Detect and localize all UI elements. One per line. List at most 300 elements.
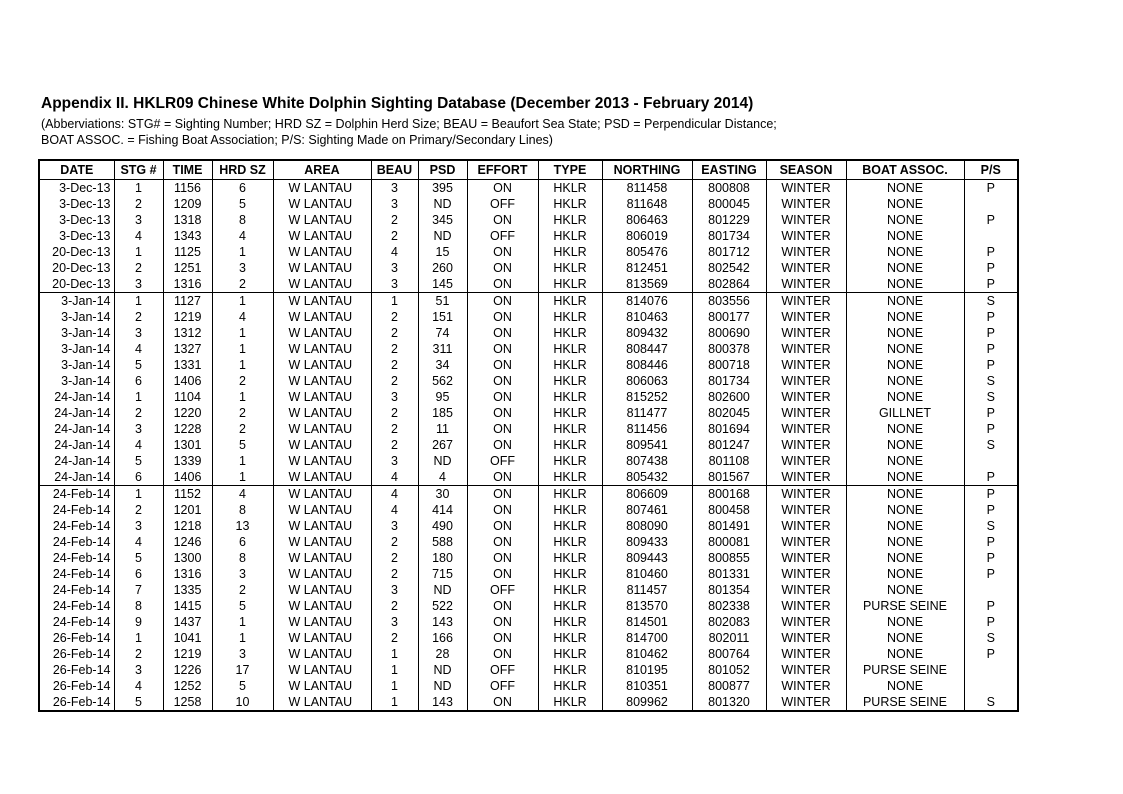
header-easting: EASTING: [692, 160, 766, 180]
cell-hrd-sz: 1: [212, 389, 273, 405]
cell-time: 1156: [163, 180, 212, 197]
cell-northing: 811457: [602, 582, 692, 598]
cell-ps: P: [964, 276, 1018, 293]
cell-ps: P: [964, 357, 1018, 373]
cell-beau: 3: [371, 614, 418, 630]
cell-type: HKLR: [538, 389, 602, 405]
cell-time: 1415: [163, 598, 212, 614]
cell-effort: ON: [467, 534, 538, 550]
cell-area: W LANTAU: [273, 421, 371, 437]
cell-time: 1318: [163, 212, 212, 228]
cell-season: WINTER: [766, 373, 846, 389]
cell-easting: 802542: [692, 260, 766, 276]
cell-type: HKLR: [538, 357, 602, 373]
cell-beau: 2: [371, 534, 418, 550]
cell-beau: 2: [371, 550, 418, 566]
cell-beau: 4: [371, 502, 418, 518]
cell-effort: ON: [467, 180, 538, 197]
cell-psd: 28: [418, 646, 467, 662]
cell-northing: 809541: [602, 437, 692, 453]
cell-ps: S: [964, 518, 1018, 534]
table-row: [39, 357, 1018, 373]
cell-date: 24-Feb-14: [39, 518, 114, 534]
cell-boat-assoc: NONE: [846, 469, 964, 486]
cell-type: HKLR: [538, 405, 602, 421]
cell-ps: P: [964, 180, 1018, 197]
cell-boat-assoc: NONE: [846, 646, 964, 662]
cell-northing: 814501: [602, 614, 692, 630]
cell-effort: ON: [467, 598, 538, 614]
table-row: [39, 534, 1018, 550]
cell-date: 26-Feb-14: [39, 694, 114, 711]
cell-northing: 806463: [602, 212, 692, 228]
cell-easting: 801354: [692, 582, 766, 598]
cell-effort: ON: [467, 405, 538, 421]
cell-type: HKLR: [538, 196, 602, 212]
cell-northing: 813570: [602, 598, 692, 614]
cell-area: W LANTAU: [273, 469, 371, 486]
cell-time: 1125: [163, 244, 212, 260]
cell-psd: 345: [418, 212, 467, 228]
cell-date: 26-Feb-14: [39, 662, 114, 678]
cell-stg: 2: [114, 405, 163, 421]
cell-ps: P: [964, 646, 1018, 662]
cell-date: 26-Feb-14: [39, 646, 114, 662]
cell-easting: 802083: [692, 614, 766, 630]
cell-type: HKLR: [538, 437, 602, 453]
cell-beau: 3: [371, 276, 418, 293]
cell-stg: 9: [114, 614, 163, 630]
cell-area: W LANTAU: [273, 228, 371, 244]
cell-northing: 806609: [602, 486, 692, 503]
cell-season: WINTER: [766, 518, 846, 534]
cell-stg: 4: [114, 534, 163, 550]
cell-stg: 6: [114, 566, 163, 582]
cell-season: WINTER: [766, 678, 846, 694]
cell-effort: ON: [467, 646, 538, 662]
cell-beau: 2: [371, 421, 418, 437]
cell-season: WINTER: [766, 453, 846, 469]
cell-beau: 2: [371, 325, 418, 341]
cell-stg: 1: [114, 244, 163, 260]
table-row: [39, 244, 1018, 260]
cell-type: HKLR: [538, 614, 602, 630]
cell-northing: 807438: [602, 453, 692, 469]
cell-psd: 311: [418, 341, 467, 357]
cell-season: WINTER: [766, 212, 846, 228]
cell-psd: ND: [418, 196, 467, 212]
cell-season: WINTER: [766, 694, 846, 711]
cell-season: WINTER: [766, 614, 846, 630]
cell-boat-assoc: NONE: [846, 421, 964, 437]
cell-effort: ON: [467, 357, 538, 373]
cell-stg: 3: [114, 518, 163, 534]
cell-season: WINTER: [766, 437, 846, 453]
cell-beau: 3: [371, 196, 418, 212]
cell-area: W LANTAU: [273, 373, 371, 389]
cell-ps: S: [964, 389, 1018, 405]
cell-hrd-sz: 8: [212, 502, 273, 518]
cell-easting: 800764: [692, 646, 766, 662]
cell-season: WINTER: [766, 389, 846, 405]
cell-area: W LANTAU: [273, 437, 371, 453]
cell-season: WINTER: [766, 630, 846, 646]
cell-northing: 809433: [602, 534, 692, 550]
cell-easting: 801491: [692, 518, 766, 534]
cell-boat-assoc: NONE: [846, 309, 964, 325]
cell-area: W LANTAU: [273, 678, 371, 694]
cell-area: W LANTAU: [273, 212, 371, 228]
cell-season: WINTER: [766, 180, 846, 197]
cell-boat-assoc: NONE: [846, 276, 964, 293]
cell-effort: ON: [467, 276, 538, 293]
cell-effort: ON: [467, 502, 538, 518]
cell-area: W LANTAU: [273, 646, 371, 662]
cell-boat-assoc: NONE: [846, 630, 964, 646]
cell-hrd-sz: 13: [212, 518, 273, 534]
cell-date: 24-Feb-14: [39, 550, 114, 566]
table-row: [39, 550, 1018, 566]
cell-boat-assoc: NONE: [846, 582, 964, 598]
header-hrd-sz: HRD SZ: [212, 160, 273, 180]
cell-type: HKLR: [538, 293, 602, 310]
cell-psd: 395: [418, 180, 467, 197]
cell-hrd-sz: 2: [212, 405, 273, 421]
cell-northing: 807461: [602, 502, 692, 518]
cell-effort: ON: [467, 486, 538, 503]
header-psd: PSD: [418, 160, 467, 180]
cell-time: 1041: [163, 630, 212, 646]
cell-type: HKLR: [538, 630, 602, 646]
cell-beau: 1: [371, 646, 418, 662]
cell-hrd-sz: 5: [212, 678, 273, 694]
cell-time: 1406: [163, 469, 212, 486]
table-row: [39, 662, 1018, 678]
table-row: [39, 325, 1018, 341]
cell-beau: 4: [371, 486, 418, 503]
cell-effort: ON: [467, 614, 538, 630]
cell-effort: ON: [467, 469, 538, 486]
cell-beau: 3: [371, 582, 418, 598]
cell-hrd-sz: 5: [212, 437, 273, 453]
cell-boat-assoc: NONE: [846, 325, 964, 341]
cell-date: 24-Jan-14: [39, 389, 114, 405]
cell-beau: 2: [371, 357, 418, 373]
document-title: Appendix II. HKLR09 Chinese White Dolphin Sighting Database (December 2013 - February 2014): [41, 95, 754, 112]
table-row: [39, 421, 1018, 437]
cell-northing: 806063: [602, 373, 692, 389]
cell-easting: 801734: [692, 228, 766, 244]
cell-type: HKLR: [538, 550, 602, 566]
table-row: [39, 228, 1018, 244]
cell-hrd-sz: 3: [212, 260, 273, 276]
cell-beau: 1: [371, 293, 418, 310]
cell-type: HKLR: [538, 534, 602, 550]
cell-psd: 51: [418, 293, 467, 310]
cell-stg: 1: [114, 486, 163, 503]
cell-time: 1437: [163, 614, 212, 630]
header-stg: STG #: [114, 160, 163, 180]
cell-boat-assoc: NONE: [846, 678, 964, 694]
cell-psd: 11: [418, 421, 467, 437]
cell-season: WINTER: [766, 469, 846, 486]
cell-type: HKLR: [538, 453, 602, 469]
cell-date: 24-Jan-14: [39, 421, 114, 437]
cell-ps: [964, 678, 1018, 694]
cell-beau: 3: [371, 453, 418, 469]
cell-northing: 808446: [602, 357, 692, 373]
cell-effort: ON: [467, 421, 538, 437]
cell-psd: ND: [418, 678, 467, 694]
cell-ps: P: [964, 325, 1018, 341]
cell-boat-assoc: NONE: [846, 437, 964, 453]
cell-type: HKLR: [538, 244, 602, 260]
cell-beau: 2: [371, 566, 418, 582]
cell-stg: 5: [114, 453, 163, 469]
cell-northing: 806019: [602, 228, 692, 244]
cell-stg: 3: [114, 325, 163, 341]
cell-stg: 5: [114, 694, 163, 711]
cell-hrd-sz: 5: [212, 196, 273, 212]
cell-stg: 7: [114, 582, 163, 598]
cell-ps: P: [964, 502, 1018, 518]
cell-stg: 2: [114, 646, 163, 662]
cell-effort: OFF: [467, 453, 538, 469]
cell-season: WINTER: [766, 598, 846, 614]
cell-easting: 800081: [692, 534, 766, 550]
cell-ps: P: [964, 244, 1018, 260]
cell-boat-assoc: NONE: [846, 196, 964, 212]
cell-ps: S: [964, 694, 1018, 711]
cell-hrd-sz: 2: [212, 373, 273, 389]
cell-hrd-sz: 17: [212, 662, 273, 678]
cell-psd: ND: [418, 582, 467, 598]
cell-date: 3-Dec-13: [39, 180, 114, 197]
cell-ps: S: [964, 437, 1018, 453]
cell-area: W LANTAU: [273, 550, 371, 566]
cell-easting: 801567: [692, 469, 766, 486]
cell-stg: 3: [114, 212, 163, 228]
cell-easting: 801331: [692, 566, 766, 582]
cell-time: 1220: [163, 405, 212, 421]
cell-area: W LANTAU: [273, 518, 371, 534]
cell-beau: 3: [371, 180, 418, 197]
cell-area: W LANTAU: [273, 196, 371, 212]
cell-psd: 166: [418, 630, 467, 646]
table-row: [39, 341, 1018, 357]
cell-date: 3-Jan-14: [39, 373, 114, 389]
cell-hrd-sz: 1: [212, 244, 273, 260]
cell-date: 24-Feb-14: [39, 502, 114, 518]
cell-time: 1228: [163, 421, 212, 437]
cell-beau: 2: [371, 437, 418, 453]
cell-stg: 1: [114, 180, 163, 197]
cell-northing: 809443: [602, 550, 692, 566]
table-row: [39, 293, 1018, 310]
cell-stg: 1: [114, 630, 163, 646]
table-row: [39, 469, 1018, 486]
cell-area: W LANTAU: [273, 502, 371, 518]
cell-hrd-sz: 3: [212, 646, 273, 662]
cell-type: HKLR: [538, 373, 602, 389]
cell-effort: OFF: [467, 582, 538, 598]
cell-boat-assoc: NONE: [846, 389, 964, 405]
abbreviations-note: [41, 116, 777, 148]
table-row: [39, 630, 1018, 646]
cell-psd: 522: [418, 598, 467, 614]
cell-date: 24-Feb-14: [39, 614, 114, 630]
cell-beau: 2: [371, 341, 418, 357]
cell-time: 1219: [163, 646, 212, 662]
cell-boat-assoc: NONE: [846, 180, 964, 197]
cell-hrd-sz: 1: [212, 357, 273, 373]
cell-effort: ON: [467, 325, 538, 341]
table-row: [39, 518, 1018, 534]
cell-area: W LANTAU: [273, 566, 371, 582]
cell-effort: ON: [467, 244, 538, 260]
cell-time: 1218: [163, 518, 212, 534]
cell-date: 24-Jan-14: [39, 405, 114, 421]
cell-boat-assoc: PURSE SEINE: [846, 662, 964, 678]
header-area: AREA: [273, 160, 371, 180]
cell-psd: 267: [418, 437, 467, 453]
cell-hrd-sz: 2: [212, 582, 273, 598]
cell-date: 24-Jan-14: [39, 437, 114, 453]
cell-beau: 2: [371, 598, 418, 614]
cell-time: 1246: [163, 534, 212, 550]
cell-ps: P: [964, 598, 1018, 614]
cell-area: W LANTAU: [273, 614, 371, 630]
cell-easting: 800855: [692, 550, 766, 566]
cell-boat-assoc: NONE: [846, 518, 964, 534]
cell-boat-assoc: NONE: [846, 228, 964, 244]
cell-stg: 4: [114, 228, 163, 244]
cell-ps: P: [964, 405, 1018, 421]
cell-psd: 490: [418, 518, 467, 534]
cell-type: HKLR: [538, 325, 602, 341]
cell-type: HKLR: [538, 518, 602, 534]
header-date: DATE: [39, 160, 114, 180]
cell-area: W LANTAU: [273, 260, 371, 276]
cell-effort: OFF: [467, 228, 538, 244]
header-season: SEASON: [766, 160, 846, 180]
cell-northing: 810463: [602, 309, 692, 325]
cell-season: WINTER: [766, 502, 846, 518]
cell-hrd-sz: 10: [212, 694, 273, 711]
cell-time: 1252: [163, 678, 212, 694]
cell-boat-assoc: NONE: [846, 566, 964, 582]
cell-area: W LANTAU: [273, 341, 371, 357]
cell-hrd-sz: 1: [212, 293, 273, 310]
cell-season: WINTER: [766, 534, 846, 550]
cell-effort: ON: [467, 212, 538, 228]
cell-date: 3-Dec-13: [39, 228, 114, 244]
header-row: [39, 160, 1018, 180]
cell-stg: 8: [114, 598, 163, 614]
table-row: [39, 405, 1018, 421]
cell-hrd-sz: 1: [212, 469, 273, 486]
cell-ps: [964, 228, 1018, 244]
cell-hrd-sz: 4: [212, 228, 273, 244]
cell-northing: 812451: [602, 260, 692, 276]
abbreviations-line-1: (Abberviations: STG# = Sighting Number; HRD SZ = Dolphin Herd Size; BEAU = Beaufort Sea State; PSD = Perpendicular Distance;: [41, 117, 777, 131]
cell-type: HKLR: [538, 582, 602, 598]
cell-stg: 3: [114, 276, 163, 293]
cell-northing: 809432: [602, 325, 692, 341]
cell-easting: 800045: [692, 196, 766, 212]
cell-date: 3-Jan-14: [39, 325, 114, 341]
cell-beau: 3: [371, 260, 418, 276]
cell-northing: 805476: [602, 244, 692, 260]
cell-type: HKLR: [538, 694, 602, 711]
table-row: [39, 678, 1018, 694]
cell-type: HKLR: [538, 276, 602, 293]
cell-ps: P: [964, 341, 1018, 357]
cell-boat-assoc: PURSE SEINE: [846, 694, 964, 711]
cell-time: 1219: [163, 309, 212, 325]
cell-ps: P: [964, 486, 1018, 503]
cell-beau: 2: [371, 212, 418, 228]
cell-hrd-sz: 1: [212, 453, 273, 469]
cell-stg: 4: [114, 678, 163, 694]
cell-date: 3-Jan-14: [39, 357, 114, 373]
cell-easting: 803556: [692, 293, 766, 310]
cell-stg: 4: [114, 341, 163, 357]
cell-psd: 151: [418, 309, 467, 325]
cell-northing: 808447: [602, 341, 692, 357]
cell-boat-assoc: NONE: [846, 486, 964, 503]
cell-type: HKLR: [538, 502, 602, 518]
cell-easting: 801229: [692, 212, 766, 228]
cell-hrd-sz: 3: [212, 566, 273, 582]
cell-northing: 805432: [602, 469, 692, 486]
table-row: [39, 309, 1018, 325]
cell-boat-assoc: NONE: [846, 341, 964, 357]
header-type: TYPE: [538, 160, 602, 180]
cell-season: WINTER: [766, 566, 846, 582]
cell-northing: 813569: [602, 276, 692, 293]
cell-time: 1201: [163, 502, 212, 518]
cell-type: HKLR: [538, 260, 602, 276]
cell-date: 20-Dec-13: [39, 260, 114, 276]
cell-psd: 185: [418, 405, 467, 421]
cell-date: 24-Feb-14: [39, 534, 114, 550]
cell-northing: 811648: [602, 196, 692, 212]
cell-hrd-sz: 1: [212, 325, 273, 341]
cell-area: W LANTAU: [273, 582, 371, 598]
cell-easting: 800378: [692, 341, 766, 357]
header-northing: NORTHING: [602, 160, 692, 180]
cell-time: 1335: [163, 582, 212, 598]
table-row: [39, 437, 1018, 453]
cell-date: 3-Jan-14: [39, 309, 114, 325]
cell-boat-assoc: NONE: [846, 260, 964, 276]
cell-beau: 4: [371, 244, 418, 260]
cell-hrd-sz: 6: [212, 180, 273, 197]
cell-easting: 802338: [692, 598, 766, 614]
cell-easting: 800458: [692, 502, 766, 518]
cell-beau: 1: [371, 678, 418, 694]
table-row: [39, 486, 1018, 503]
cell-type: HKLR: [538, 212, 602, 228]
cell-psd: 180: [418, 550, 467, 566]
cell-northing: 814076: [602, 293, 692, 310]
cell-easting: 801694: [692, 421, 766, 437]
cell-psd: 143: [418, 694, 467, 711]
cell-type: HKLR: [538, 646, 602, 662]
sighting-table: [38, 159, 1019, 712]
cell-area: W LANTAU: [273, 325, 371, 341]
